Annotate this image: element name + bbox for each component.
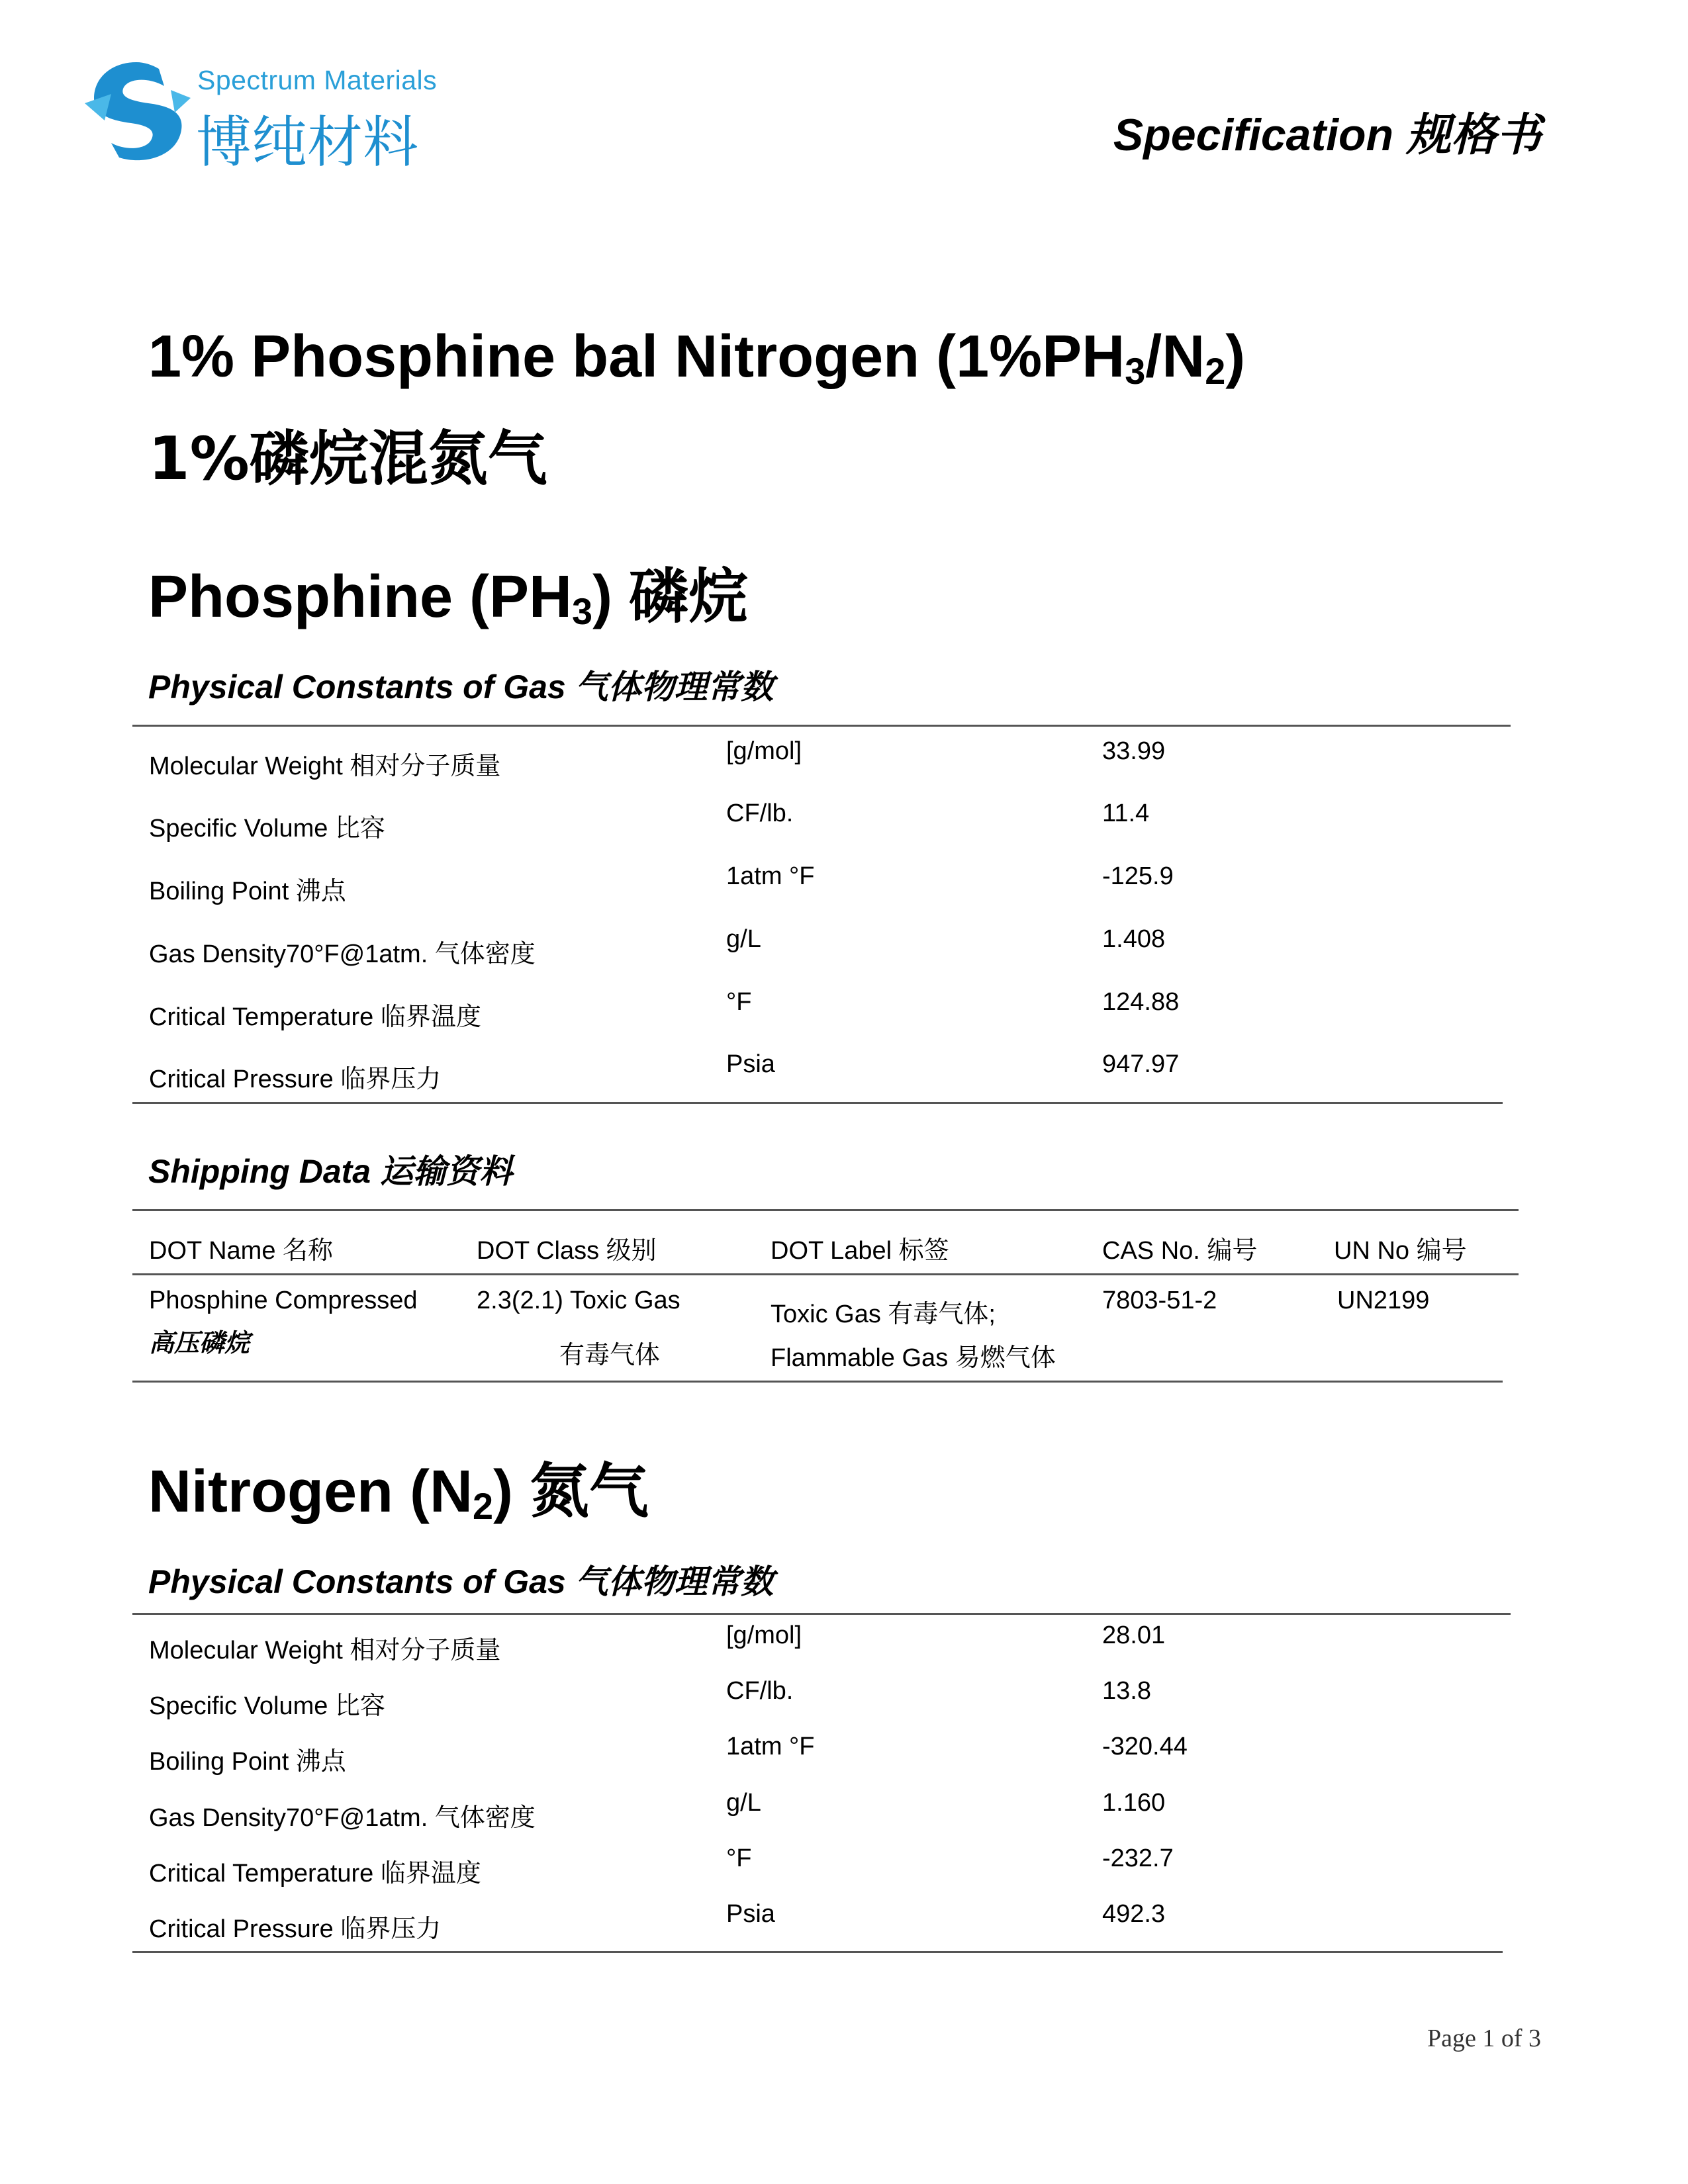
logo-icon: [85, 57, 191, 163]
dot-label-line1: Toxic Gas 有毒气体;: [771, 1300, 996, 1328]
page-number: Page 1 of 3: [1427, 2025, 1541, 2052]
constant-unit: g/L: [726, 925, 761, 953]
logo-chinese-text: 博纯材料: [196, 110, 419, 175]
title-text: /N: [1145, 324, 1205, 390]
phosphine-heading: [148, 548, 748, 634]
constant-value: 11.4: [1102, 799, 1150, 827]
constant-unit: [g/mol]: [726, 737, 802, 765]
heading-text: ) 氮气: [493, 1459, 649, 1525]
constant-unit: °F: [726, 988, 752, 1016]
table-rule: [132, 1613, 1511, 1615]
constant-unit: Psia: [726, 1050, 775, 1078]
constant-value: 947.97: [1102, 1050, 1180, 1078]
dot-name: Phosphine Compressed: [149, 1287, 418, 1314]
constant-value: -320.44: [1102, 1733, 1188, 1760]
constant-label: Boiling Point 沸点: [149, 878, 346, 905]
table-rule: [132, 1102, 1503, 1104]
constant-label: Critical Pressure 临界压力: [149, 1066, 442, 1093]
table-rule: [132, 1273, 1519, 1275]
constant-label: Critical Temperature 临界温度: [149, 1860, 481, 1888]
dot-name-chinese: 高压磷烷: [149, 1330, 250, 1357]
constant-unit: Psia: [726, 1900, 775, 1928]
page-title-chinese: 1%磷烷混氮气: [148, 424, 547, 494]
constant-unit: CF/lb.: [726, 1677, 794, 1705]
shipping-data-title: Shipping Data 运输资料: [148, 1153, 512, 1190]
heading-text: Nitrogen (N: [148, 1459, 473, 1525]
column-header: UN No 编号: [1334, 1237, 1467, 1265]
column-header: CAS No. 编号: [1102, 1237, 1258, 1265]
constant-value: 124.88: [1102, 988, 1180, 1016]
constant-unit: °F: [726, 1844, 752, 1872]
constant-value: 1.408: [1102, 925, 1166, 953]
dot-class: 2.3(2.1) Toxic Gas: [477, 1287, 680, 1314]
heading-subscript: 2: [472, 1485, 493, 1527]
constant-label: Molecular Weight 相对分子质量: [149, 752, 501, 780]
column-header: DOT Label 标签: [771, 1237, 949, 1265]
cas-number: 7803-51-2: [1102, 1287, 1217, 1314]
document-type: Specification 规格书: [1113, 110, 1541, 160]
constant-label: Critical Temperature 临界温度: [149, 1003, 481, 1031]
constant-label: Gas Density70°F@1atm. 气体密度: [149, 940, 536, 968]
title-text: ): [1225, 324, 1246, 390]
column-header: DOT Class 级别: [477, 1237, 657, 1265]
constant-label: Boiling Point 沸点: [149, 1748, 346, 1776]
constant-value: 1.160: [1102, 1789, 1166, 1817]
table-rule: [132, 1209, 1519, 1211]
un-number: UN2199: [1337, 1287, 1430, 1314]
constant-label: Specific Volume 比容: [149, 1692, 385, 1720]
constant-value: 13.8: [1102, 1677, 1151, 1705]
title-subscript: 2: [1205, 350, 1226, 392]
page-title: [148, 323, 1245, 392]
constant-unit: g/L: [726, 1789, 761, 1817]
dot-label-line2: Flammable Gas 易燃气体: [771, 1344, 1056, 1372]
title-text: 1% Phosphine bal Nitrogen (1%PH: [148, 324, 1125, 390]
constant-value: 33.99: [1102, 737, 1166, 765]
constant-unit: 1atm °F: [726, 862, 815, 890]
nitrogen-constants-title: Physical Constants of Gas 气体物理常数: [148, 1563, 774, 1600]
nitrogen-heading: [148, 1443, 649, 1529]
heading-subscript: 3: [572, 590, 593, 633]
constant-label: Specific Volume 比容: [149, 815, 385, 842]
heading-text: Phosphine (PH: [148, 564, 573, 630]
constant-value: 492.3: [1102, 1900, 1166, 1928]
logo-english-text: Spectrum Materials: [197, 65, 438, 95]
constant-label: Molecular Weight 相对分子质量: [149, 1637, 501, 1664]
table-rule: [132, 1381, 1503, 1383]
constant-value: -232.7: [1102, 1844, 1174, 1872]
constant-value: -125.9: [1102, 862, 1174, 890]
constant-unit: 1atm °F: [726, 1733, 815, 1760]
constant-label: Gas Density70°F@1atm. 气体密度: [149, 1804, 536, 1832]
table-rule: [132, 1951, 1503, 1953]
column-header: DOT Name 名称: [149, 1237, 334, 1265]
constant-value: 28.01: [1102, 1621, 1166, 1649]
constant-unit: CF/lb.: [726, 799, 794, 827]
heading-text: ) 磷烷: [592, 564, 749, 630]
title-subscript: 3: [1125, 350, 1146, 392]
constant-label: Critical Pressure 临界压力: [149, 1915, 442, 1943]
dot-class-chinese: 有毒气体: [559, 1342, 661, 1369]
phosphine-constants-title: Physical Constants of Gas 气体物理常数: [148, 668, 774, 705]
table-rule: [132, 725, 1511, 727]
constant-unit: [g/mol]: [726, 1621, 802, 1649]
